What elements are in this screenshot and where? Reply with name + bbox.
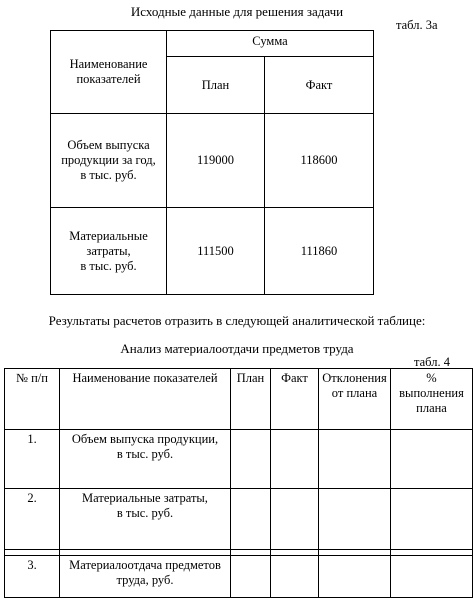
percent-cell — [391, 430, 473, 489]
row-name: Объем выпуска продукции за год, в тыс. руб. — [51, 114, 167, 208]
deviation-cell — [319, 430, 391, 489]
fact-header: Факт — [271, 369, 319, 430]
plan-cell — [231, 556, 271, 598]
fact-header: Факт — [265, 57, 374, 114]
table-row — [51, 114, 374, 208]
analysis-title: Анализ материалоотдачи предметов труда — [120, 341, 354, 356]
fact-cell — [271, 430, 319, 489]
deviation-cell — [319, 556, 391, 598]
deviation-header: Отклонения от плана — [319, 369, 391, 430]
fact-cell — [271, 489, 319, 550]
indicator-header: Наименование показателей — [51, 31, 167, 114]
source-data-table — [50, 30, 374, 295]
row-num: 1. — [5, 430, 60, 489]
instruction-text: Результаты расчетов отразить в следующей аналитической таблице: — [48, 313, 426, 328]
sum-header: Сумма — [167, 31, 374, 57]
name-header: Наименование показателей — [60, 369, 231, 430]
percent-header: % выполнения плана — [391, 369, 473, 430]
table-3a-label: табл. 3а — [396, 18, 438, 32]
row-num: 3. — [5, 556, 60, 598]
table-row — [5, 556, 473, 598]
percent-cell — [391, 489, 473, 550]
source-heading: Исходные данные для решения задачи — [130, 4, 344, 19]
table-4-label: табл. 4 — [414, 355, 450, 369]
fact-value: 118600 — [265, 114, 374, 208]
row-name: Объем выпуска продукции, в тыс. руб. — [60, 430, 231, 489]
row-name: Материальные затраты, в тыс. руб. — [51, 208, 167, 295]
row-name: Материалоотдача предметов труда, руб. — [60, 556, 231, 598]
analysis-table — [4, 368, 473, 598]
plan-value: 119000 — [167, 114, 265, 208]
row-name: Материальные затраты, в тыс. руб. — [60, 489, 231, 550]
table-row — [5, 489, 473, 550]
table-row — [5, 430, 473, 489]
fact-cell — [271, 556, 319, 598]
percent-cell — [391, 556, 473, 598]
num-header: № п/п — [5, 369, 60, 430]
row-num: 2. — [5, 489, 60, 550]
table-row — [51, 208, 374, 295]
header-row — [5, 369, 473, 430]
plan-cell — [231, 430, 271, 489]
plan-header: План — [167, 57, 265, 114]
plan-cell — [231, 489, 271, 550]
fact-value: 111860 — [265, 208, 374, 295]
plan-value: 111500 — [167, 208, 265, 295]
deviation-cell — [319, 489, 391, 550]
plan-header: План — [231, 369, 271, 430]
